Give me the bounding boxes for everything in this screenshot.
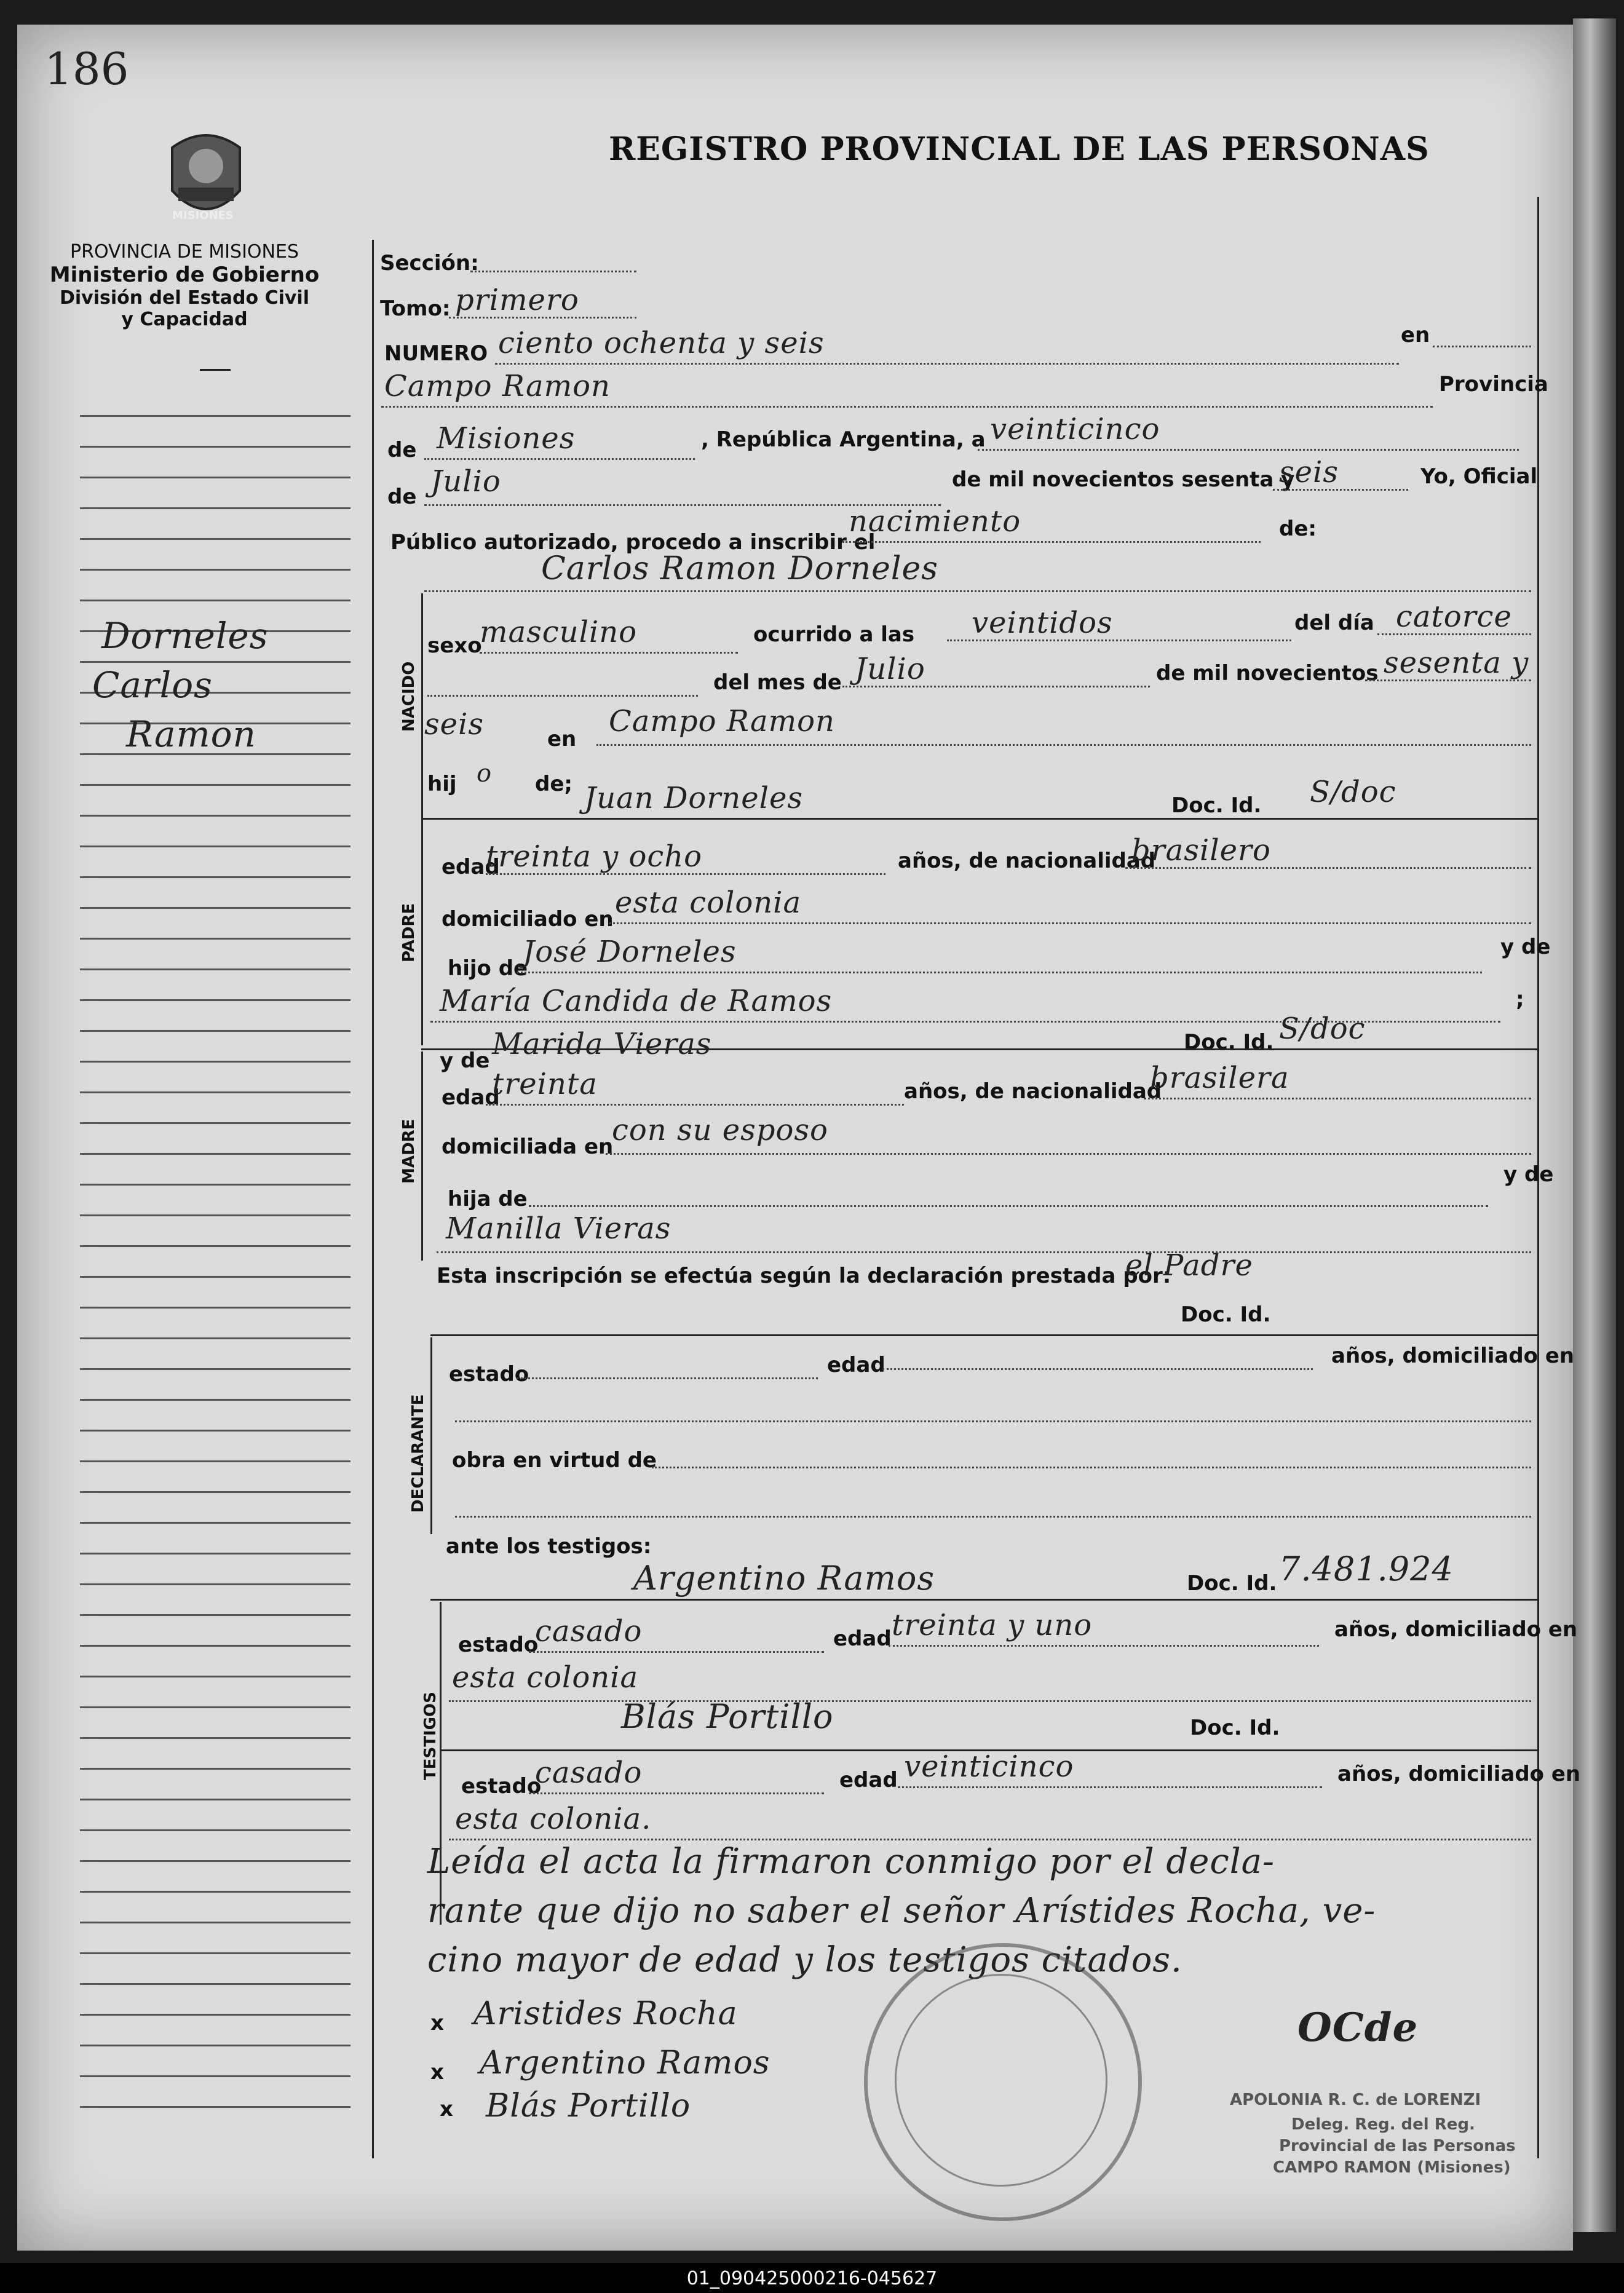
form-left-border [372,240,374,2158]
dia-value: catorce [1396,600,1512,634]
del-dia-label: del día [1294,611,1374,635]
inscripcion-label: Esta inscripción se efectúa según la declaración prestada por: [437,1264,1171,1288]
yo-oficial-label: Yo, Oficial [1420,464,1538,489]
official-stamp-name: APOLONIA R. C. de LORENZI [1230,2091,1481,2109]
madre-edad-label: edad [442,1085,500,1110]
abuela-materna-line [437,1251,1531,1253]
testigo2-dom-line [449,1839,1531,1840]
tomo-value: primero [455,283,579,317]
lugar-value: Campo Ramon [609,704,835,739]
registry-seal-inner-ring [895,1974,1107,2187]
acto-line [842,541,1261,543]
madre-dom-line [606,1153,1531,1155]
declarante-divider [430,1334,1537,1336]
testigo1-edad-value: treinta y uno [892,1608,1093,1642]
nacido-bracket [421,593,423,821]
madre-doc-value: S/doc [1279,1012,1366,1046]
ministry-block [25,241,344,330]
padre-edad-value: treinta y ocho [486,839,703,874]
dia-acta-value: veinticinco [990,412,1160,446]
provincia-value: Misiones [437,421,576,456]
sig2-mark: x [430,2060,444,2085]
sig1-mark: x [430,2011,444,2035]
en-label: en [1401,323,1430,347]
testigo2-dom-label: años, domiciliado en [1337,1762,1581,1786]
footer-image-id: 01_090425000216-045627 [686,2268,938,2289]
closing-line-2: rante que dijo no saber el señor Arístides Rocha, ve- [427,1891,1376,1931]
declarante-estado-line [517,1377,818,1379]
testigo1-edad-line [889,1645,1319,1647]
official-stamp-place: CAMPO RAMON (Misiones) [1273,2158,1511,2177]
tomo-line [449,317,636,319]
testigo1-doc-value: 7.481.924 [1279,1550,1454,1588]
de-colon-label: de: [1279,517,1317,541]
declarante-estado-label: estado [449,1362,529,1387]
mes-line [842,686,1150,687]
declarante-value: el Padre [1125,1248,1253,1283]
madre-nac-line [1144,1098,1531,1099]
ministry-name: Ministerio de Gobierno [49,263,320,287]
madre-nac-value: brasilera [1150,1061,1289,1095]
signature-ramos: Argentino Ramos [480,2045,770,2081]
padre-dom-label: domiciliado en [442,907,614,932]
hij-label: hij [427,772,457,796]
sexo-value: masculino [480,615,638,649]
margin-note-firstname: Carlos [92,664,213,706]
madre-hija-de-label: hija de [448,1187,528,1211]
ante-testigos-label: ante los testigos: [446,1534,652,1559]
padre-edad-line [486,873,885,875]
declarante-bracket [430,1337,432,1534]
madre-dom-label: domiciliada en [442,1135,614,1159]
official-stamp-registry: Provincial de las Personas [1279,2137,1516,2155]
padre-divider [421,818,1537,820]
page-number: 186 [44,43,129,95]
padre-nac-line [1125,867,1531,869]
dia-acta-line [978,449,1519,451]
padre-nombre: Juan Dorneles [584,781,803,815]
testigo2-estado-value: casado [535,1756,643,1790]
book-binding-edge [1573,18,1616,2232]
madre-y-de-label: y de [440,1048,490,1073]
sexo-label: sexo [427,633,482,658]
seccion-label: Sección: [380,251,479,275]
madre-doc-label: Doc. Id. [1184,1030,1274,1055]
declarante-edad-label: edad [827,1353,885,1377]
madre-edad-line [486,1104,904,1106]
closing-line-1: Leída el acta la firmaron conmigo por el decla- [427,1842,1275,1882]
testigo1-estado-label: estado [458,1633,539,1657]
testigo1-dom-line [449,1700,1531,1702]
anio-value-1: sesenta y [1384,646,1529,680]
official-stamp-title: Deleg. Reg. del Reg. [1291,2115,1475,2134]
madre-divider [421,1048,1537,1050]
madre-y-de-label-2: y de [1503,1162,1554,1187]
padre-doc-value: S/doc [1310,775,1396,809]
testigo1-dom-value: esta colonia [452,1660,639,1695]
tomo-label: Tomo: [380,296,451,321]
blank-line-1 [427,695,698,697]
testigo2-estado-label: estado [461,1774,542,1799]
abuela-paterna: María Candida de Ramos [440,984,833,1018]
section-testigos: TESTIGOS [421,1692,440,1780]
provincia-label: Provincia [1439,372,1548,397]
page-title: REGISTRO PROVINCIAL DE LAS PERSONAS [609,130,1430,168]
anio-acta-line [1273,489,1408,491]
margin-note-surname: Dorneles [101,615,269,657]
madre-hija-line [529,1205,1488,1207]
section-nacido: NACIDO [400,661,418,732]
madre-bracket [421,1051,423,1261]
abuelo-paterno: José Dorneles [523,935,737,969]
de-label-1: de [387,438,417,462]
de-mil-label: de mil novecientos sesenta y [952,467,1295,492]
emblem-text: MISIONES [172,209,234,222]
madre-dom-value: con su esposo [612,1113,828,1147]
testigo1-estado-value: casado [535,1614,643,1649]
testigo1-dom-label: años, domiciliado en [1334,1617,1578,1642]
signature-portillo: Blás Portillo [486,2088,691,2125]
padre-y-de-label: y de [1500,935,1551,959]
signature-rocha: Aristides Rocha [473,1995,738,2032]
nombre-line [424,590,1531,592]
en-label-2: en [547,727,577,751]
testigo1-divider [430,1599,1537,1601]
testigo2-dom-value: esta colonia. [455,1802,652,1836]
seccion-line [470,271,636,272]
ministry-divider [200,369,231,371]
dia-line [1377,633,1531,635]
hij-suffix: o [477,759,493,788]
testigo2-edad-value: veinticinco [904,1749,1074,1784]
provincia-line [424,458,695,460]
testigo1-nombre: Argentino Ramos [633,1559,935,1598]
declarante-edad-line [882,1368,1313,1370]
abuela-materna: Manilla Vieras [446,1211,671,1246]
testigo2-doc-label: Doc. Id. [1190,1716,1280,1740]
padre-dom-line [609,922,1531,924]
lugar-line [596,744,1531,746]
section-madre: MADRE [400,1119,418,1184]
sexo-line [480,652,738,654]
declarante-dom-label: años, domiciliado en [1331,1344,1575,1368]
padre-dom-value: esta colonia [615,885,802,920]
section-padre: PADRE [400,903,418,962]
sig3-mark: x [440,2097,453,2121]
padre-edad-label: edad [442,855,500,879]
obra-line [652,1467,1531,1468]
semicolon: ; [1516,987,1524,1012]
anio-line-1 [1365,679,1531,681]
en-line [1433,346,1531,347]
anio-acta-value: seis [1279,455,1339,489]
testigo1-estado-line [529,1651,824,1653]
mes-acta-value: Julio [430,464,501,499]
numero-label: NUMERO [384,341,488,366]
localidad-line [381,406,1433,408]
padre-doc-label: Doc. Id. [1171,793,1262,818]
official-signature: OCde [1297,2005,1419,2051]
padre-nac-value: brasilero [1131,833,1271,868]
ministry-capacity: y Capacidad [121,309,248,330]
margin-note-secondname: Ramon [126,713,256,755]
closing-line-3: cino mayor de edad y los testigos citados. [427,1940,1182,1980]
de-label-2: de [387,485,417,509]
mes-value: Julio [855,652,925,686]
testigo1-doc-label: Doc. Id. [1187,1571,1277,1596]
madre-nac-label: años, de nacionalidad [904,1079,1162,1104]
madre-edad-value: treinta [492,1067,598,1101]
madre-nombre: Marida Vieras [492,1027,712,1061]
declarante-doc-label: Doc. Id. [1181,1302,1271,1327]
declarante-blank-line [455,1420,1531,1422]
anio-value-2: seis [424,707,485,742]
testigo2-estado-line [529,1792,824,1794]
numero-value: ciento ochenta y seis [498,326,825,360]
padre-nac-label: años, de nacionalidad [898,849,1156,873]
de-semicolon-label: de; [535,772,572,796]
ocurrido-label: ocurrido a las [753,622,915,647]
testigo2-nombre: Blás Portillo [621,1697,834,1736]
section-declarante: DECLARANTE [409,1394,427,1513]
obra-label: obra en virtud de [452,1448,657,1473]
padre-bracket [421,821,423,1045]
localidad-value: Campo Ramon [384,369,611,403]
numero-line [495,363,1399,365]
ministry-division: División del Estado Civil [59,287,309,309]
testigo2-edad-line [898,1786,1322,1788]
obra-blank-line [455,1516,1531,1518]
del-mes-label: del mes de [713,670,842,695]
publico-label: Público autorizado, procedo a inscribir el [390,530,876,555]
ministry-province: PROVINCIA DE MISIONES [70,241,299,263]
hora-value: veintidos [972,606,1113,640]
testigo2-edad-label: edad [839,1768,898,1792]
inscrito-nombre: Carlos Ramon Dorneles [541,550,938,587]
republica-label: , República Argentina, a [701,427,986,452]
abuelo-line [517,972,1482,973]
acto-value: nacimiento [849,504,1021,539]
padre-hijo-de-label: hijo de [448,956,528,981]
testigo1-edad-label: edad [833,1626,892,1651]
de-mil-nov-label: de mil novecientos [1156,661,1379,686]
hora-line [947,640,1291,641]
